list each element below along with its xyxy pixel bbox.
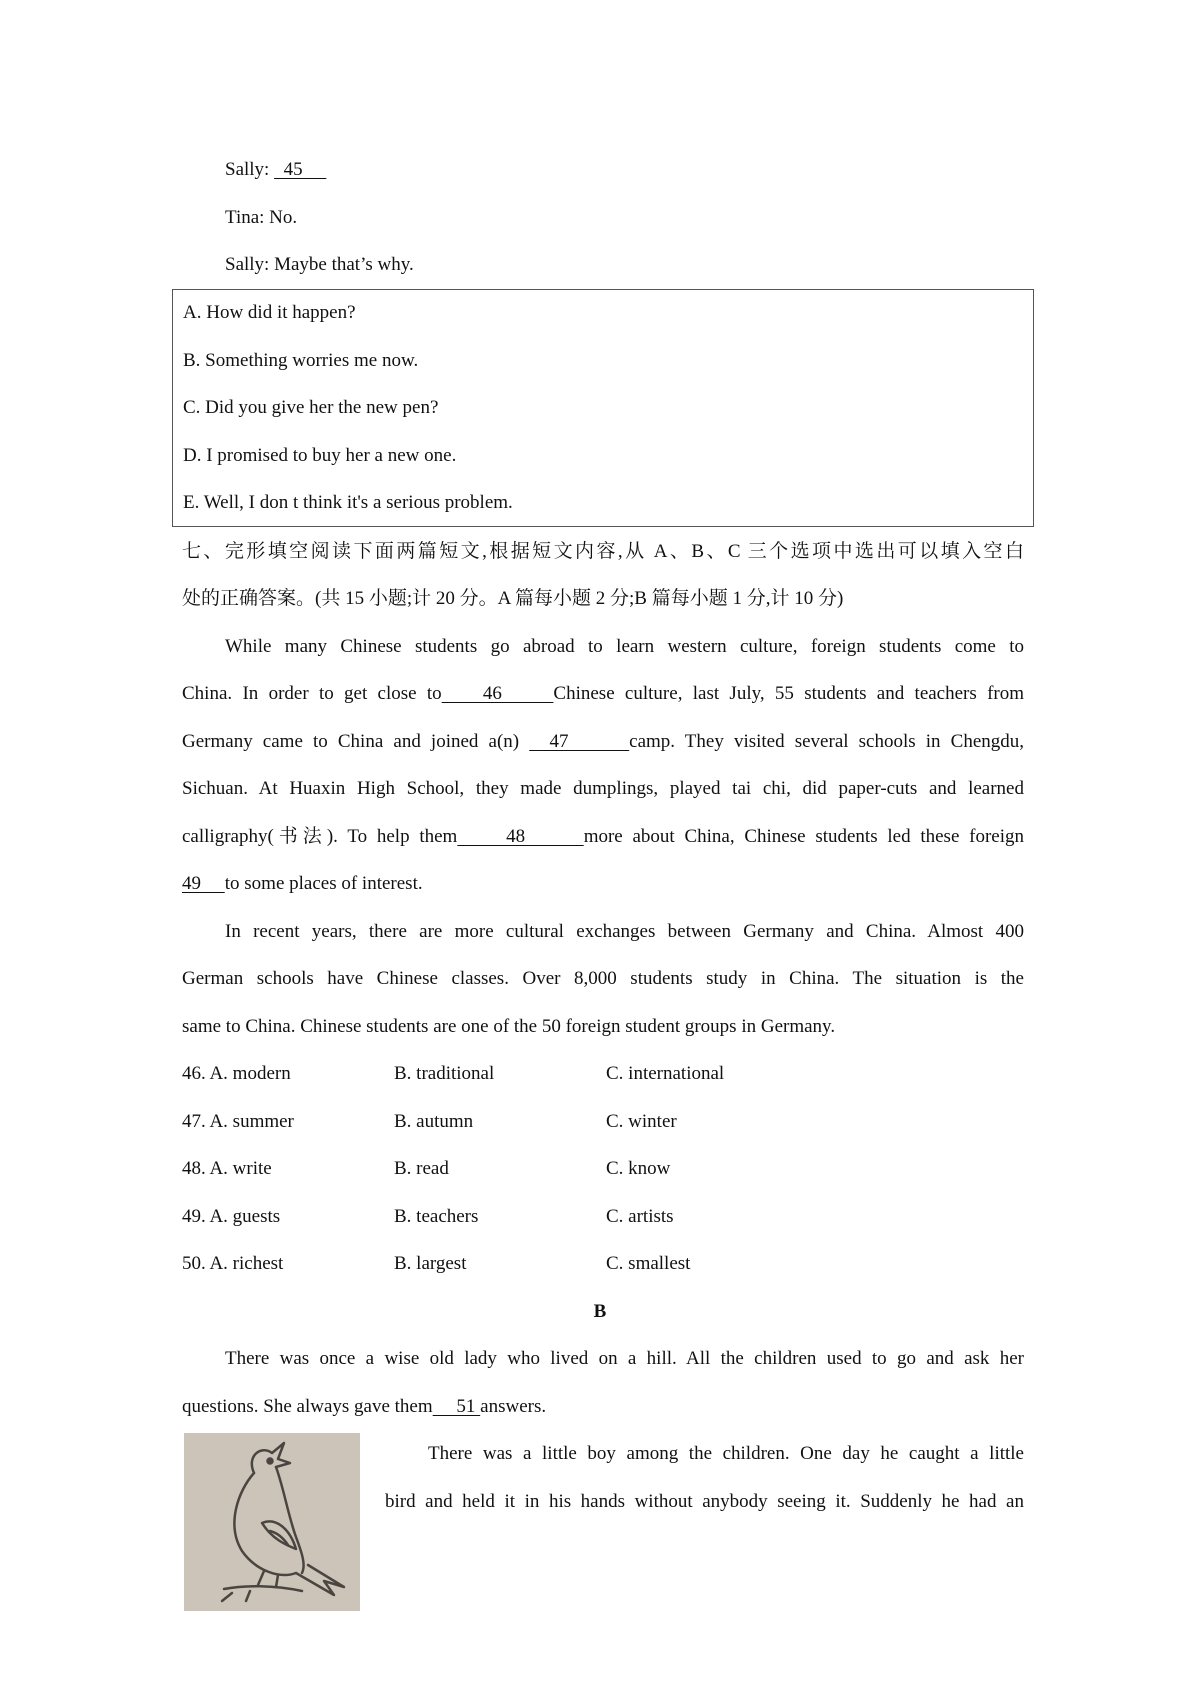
question-46-option-b: B. traditional	[394, 1063, 495, 1084]
question-47-option-c: C. winter	[606, 1111, 677, 1132]
dialogue-line-tina: Tina: No.	[225, 207, 298, 228]
passage-b-text: answers.	[480, 1396, 547, 1417]
passage-a-p2-line-1: In recent years, there are more cultural exchanges between Germany and China. Almost 400	[225, 921, 1024, 942]
blank-47: 47	[529, 731, 630, 752]
passage-b-line-2	[182, 1395, 546, 1419]
blank-48: 48	[457, 826, 584, 847]
blank-46: 46	[441, 683, 554, 704]
passage-a-line-4: Sichuan. At Huaxin High School, they made dumplings, played tai chi, did paper-cuts and learned	[182, 778, 1024, 799]
passage-a-text: more about China, Chinese students led these foreign	[583, 826, 1024, 847]
passage-a-text: to some places of interest.	[224, 873, 423, 894]
question-46-option-c: C. international	[606, 1063, 725, 1084]
blank-45: 45	[274, 159, 327, 180]
question-50-option-a: 50. A. richest	[182, 1253, 284, 1274]
bird-sketch-icon	[184, 1433, 360, 1611]
passage-a-p2-line-2: German schools have Chinese classes. Over 8,000 students study in China. The situation is the	[182, 968, 1024, 989]
passage-a-line-2	[182, 682, 1024, 706]
section-7-instruction-line-1: 七、完形填空阅读下面两篇短文,根据短文内容,从 A、B、C 三个选项中选出可以填入空白	[182, 541, 1024, 562]
question-48-option-b: B. read	[394, 1158, 449, 1179]
passage-a-text: China. In order to get close to	[182, 683, 442, 704]
passage-b-line-1: There was once a wise old lady who lived on a hill. All the children used to go and ask her	[225, 1348, 1024, 1369]
passage-a-line-3	[182, 730, 1024, 754]
option-a: A. How did it happen?	[183, 302, 356, 323]
question-47-option-b: B. autumn	[394, 1111, 474, 1132]
passage-a-text: Germany came to China and joined a(n)	[182, 731, 530, 752]
speaker-sally: Sally:	[225, 159, 275, 180]
question-48-option-a: 48. A. write	[182, 1158, 272, 1179]
passage-a-line-6	[182, 872, 423, 896]
section-7-instruction-line-2: 处的正确答案。(共 15 小题;计 20 分。A 篇每小题 2 分;B 篇每小题 1 分,计 10 分)	[182, 588, 844, 609]
option-c: C. Did you give her the new pen?	[183, 397, 439, 418]
passage-b-text: questions. She always gave them	[182, 1396, 433, 1417]
question-50-option-b: B. largest	[394, 1253, 467, 1274]
dialogue-line-sally-2: Sally: Maybe that’s why.	[225, 254, 414, 275]
passage-a-line-1: While many Chinese students go abroad to learn western culture, foreign students come to	[225, 636, 1024, 657]
dialogue-line-sally-1	[225, 158, 326, 182]
question-48-option-c: C. know	[606, 1158, 671, 1179]
blank-51: 51	[432, 1396, 481, 1417]
option-e: E. Well, I don t think it's a serious problem.	[183, 492, 513, 513]
question-49-option-b: B. teachers	[394, 1206, 479, 1227]
blank-49: 49	[182, 873, 225, 894]
passage-a-text: Chinese culture, last July, 55 students and teachers from	[553, 683, 1025, 704]
passage-a-p2-line-3: same to China. Chinese students are one of the 50 foreign student groups in Germany.	[182, 1016, 836, 1037]
passage-a-text: calligraphy(书法). To help them	[182, 826, 458, 847]
question-47-option-a: 47. A. summer	[182, 1111, 294, 1132]
passage-b-line-3: There was a little boy among the children. One day he caught a little	[428, 1443, 1024, 1464]
question-50-option-c: C. smallest	[606, 1253, 691, 1274]
question-49-option-c: C. artists	[606, 1206, 674, 1227]
question-49-option-a: 49. A. guests	[182, 1206, 281, 1227]
passage-a-text: camp. They visited several schools in Chengdu,	[629, 731, 1024, 752]
option-b: B. Something worries me now.	[183, 350, 419, 371]
passage-b-heading: B	[593, 1301, 607, 1322]
options-box	[172, 289, 1034, 527]
question-46-option-a: 46. A. modern	[182, 1063, 291, 1084]
option-d: D. I promised to buy her a new one.	[183, 445, 457, 466]
passage-b-line-4: bird and held it in his hands without anybody seeing it. Suddenly he had an	[385, 1491, 1024, 1512]
bird-sketch-image	[184, 1433, 360, 1611]
passage-a-line-5	[182, 825, 1024, 849]
